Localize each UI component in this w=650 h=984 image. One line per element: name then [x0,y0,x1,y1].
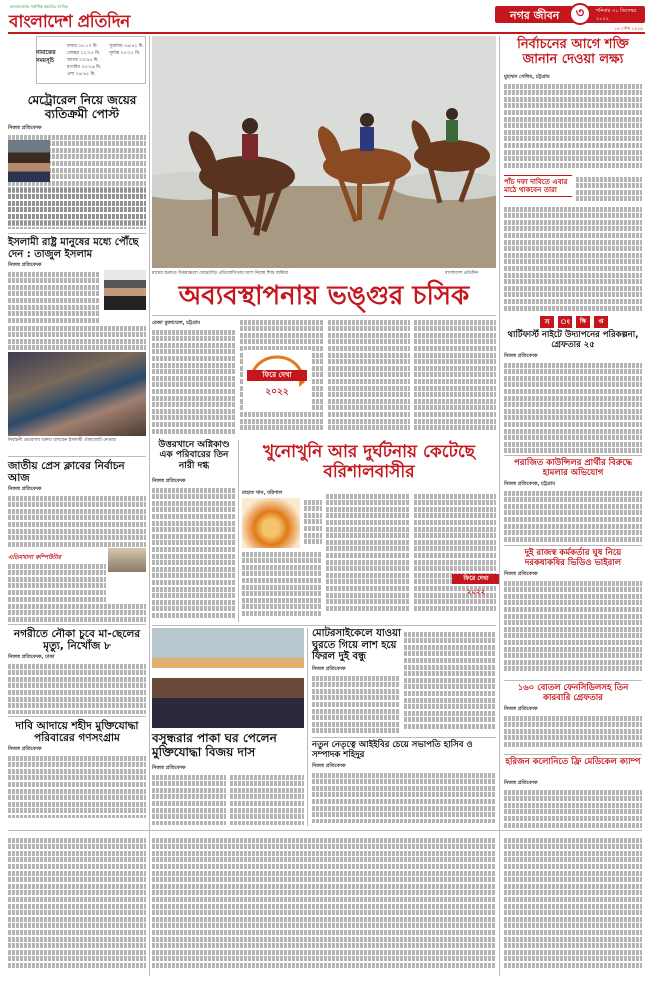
pullquote: পাঁচ দফা দাবিতে এবার মাঠে থাকবেন তারা [504,175,572,197]
lead-body-col4 [414,318,496,438]
bottom-headline: বসুন্ধরার পাকা ঘর পেলেন মুক্তিযোদ্ধা বিজয় দাস [152,731,277,759]
horse-race-illustration [152,36,496,268]
brief5-byline: নিজস্ব প্রতিবেদক [504,780,538,786]
date-line-1: শনিবার ৩১ ডিসেম্বর ২০২২ [596,8,637,22]
bottom-body-col1 [152,773,226,825]
badge-label: ফিরে দেখা [247,370,307,381]
brief5-body [504,788,642,828]
divider [8,233,146,234]
brief1-byline: নিজস্ব প্রতিবেদক [504,353,538,359]
left-story3-body-lower2 [8,602,146,622]
second-byline: রাহাত খান, বরিশাল [242,490,283,496]
divider [8,830,642,831]
left-story2-body-lower [8,324,146,350]
left-story1-body-lower [8,186,146,226]
prayer-row: মাগরিব ০৫:২৬ মি. [67,65,102,70]
left-story5-body [8,754,146,818]
left-story5-byline: নিজস্ব প্রতিবেদক [8,746,42,752]
lead-byline: রেজা মুজাম্মেল, চট্টগ্রাম [152,320,201,326]
masthead-rule [8,32,645,34]
mid-body-col2 [404,630,496,734]
brief2-body [504,489,642,543]
sunset: সূর্যাস্ত ০৫:২২ মি. [109,51,141,56]
divider [307,628,308,826]
badge-label: ফিরে দেখা [452,574,500,584]
footer-body-center [152,836,496,976]
left-story1-byline: নিজস্ব প্রতিবেদক [8,125,42,131]
badge-year: ২০২২ [265,387,289,397]
left-story2-body [8,270,100,324]
brief3-headline: দুই রাজস্ব কর্মকর্তার ঘুষ নিয়ে দরকষাকষির ভিডিও ভাইরাল [524,548,622,568]
small-body [312,771,496,823]
second-body-col2 [326,492,410,622]
left-story5-headline: দাবি আদায়ে শহীদ মুক্তিযোদ্ধা পরিবারের গণসংগ্রাম [15,720,139,745]
brief4-byline: নিজস্ব প্রতিবেদক [504,706,538,712]
brief2-headline: পরাজিত কাউন্সিলর প্রার্থীর বিরুদ্ধে হামলার অভিযোগ [513,458,633,478]
second-illustration [242,498,300,548]
section-tag [540,316,610,328]
divider [504,545,642,546]
lead-photo [152,36,496,268]
left-story4-body [8,662,146,714]
section-tag-letter: ং [558,316,572,328]
left-ad-image [108,548,146,572]
left-ad-label: এতিমখানা কম্পিউটার [8,554,62,561]
retrospective-badge-2 [452,568,500,608]
prayer-label: নামাজের সময়সূচি [36,50,56,64]
lead-body-col3 [328,318,410,438]
left-story2-headline: ইসলামী রাষ্ট্র মানুষের মধ্যে পৌঁছে দেন : তাজুল ইসলাম [8,237,139,260]
retrospective-badge [243,350,311,410]
brief2-byline: নিজস্ব প্রতিবেদক, চট্টগ্রাম [504,481,555,487]
sub-headline: উত্তরখানে অগ্নিকাণ্ড এক পরিবারের তিন নারী দগ্ধ [158,440,230,471]
left-story1-portrait [8,140,50,182]
masthead-logo: বাংলাদেশ প্রতিদিন [9,12,130,32]
masthead-tagline: বাংলাদেশের সর্বাধিক প্রচারিত দৈনিক [10,4,68,9]
brief1-body [504,361,642,453]
brief4-body [504,714,642,752]
page-number: ৩ [569,3,591,25]
brief3-body [504,579,642,677]
divider [152,315,496,316]
brief1-headline: থার্টিফার্স্ট নাইটে উদ্যাপনের পরিকল্পনা, গ্রেফতার ২৫ [507,330,639,350]
mid-byline: নিজস্ব প্রতিবেদক [312,666,346,672]
prayer-row: ফজর ০৫:১০ মি. [67,44,99,49]
right-story1-body-a [504,82,642,172]
section-tag-letter: প্ত [594,316,608,328]
brief5-headline: হরিজন কলোনিতে ফ্রি মেডিকেল ক্যাম্প [505,757,641,767]
left-story3-body [8,494,146,548]
right-story1-body-c [504,205,642,313]
divider [8,624,146,625]
left-story1-headline: মেট্রোরেল নিয়ে জয়ের ব্যতিক্রমী পোস্ট [27,93,137,121]
divider [238,440,239,622]
divider [504,455,642,456]
right-story1-body-b [576,175,642,203]
prayer-row: জোহর ১২:০৫ মি. [67,51,101,56]
left-story3-byline: নিজস্ব প্রতিবেদক [8,486,42,492]
masthead [0,0,650,34]
brief3-byline: নিজস্ব প্রতিবেদক [504,571,538,577]
small-byline: নিজস্ব প্রতিবেদক [312,763,346,769]
left-story4-headline: নগরীতে নৌকা চুবে মা-ছেলের মৃত্যু, নিখোঁজ ৮ [13,628,141,653]
column-divider [499,36,500,976]
mid-headline: মোটরসাইকেলে যাওয়া ঘুরতে গিয়ে লাশ হয়ে ফিরল দুই বন্ধু [312,628,401,662]
prayer-box [36,36,146,84]
bottom-body-col2 [230,773,304,825]
left-story2-photo [8,352,146,436]
second-body-col1-top [304,498,322,548]
lead-body-col1 [152,328,236,438]
bottom-byline: নিজস্ব প্রতিবেদক [152,765,186,771]
footer-body-left [8,836,146,976]
right-story1-byline: মুহাম্মদ সেলিম, চট্টগ্রাম [504,74,550,80]
date-line-2: ১৬ পৌষ ১৪২৯ [614,27,644,32]
footer-body-right [504,836,642,976]
prayer-row: এশা ০৬:৪৫ মি. [67,72,96,77]
sub-byline: নিজস্ব প্রতিবেদক [152,478,186,484]
divider [312,737,496,738]
left-story4-byline: নিজস্ব প্রতিবেদক, ঢাকা [8,654,55,660]
left-story2-caption: নির্বাচনী প্রচারণায় বক্তব্য রাখছেন ইসলামী ঐক্যজোট নেতারা [8,438,117,443]
lead-photo-caption: মাঘের শুরুতে উত্তরাঞ্চলে ঘোড়দৌড় প্রতিযোগিতায় অংশ নিচ্ছে শিশু জকিরা [152,271,289,276]
divider [8,456,146,457]
left-story3-headline: জাতীয় প্রেস ক্লাবের নির্বাচন আজ [8,460,125,485]
lead-headline: অব্যবস্থাপনায় ভঙ্গুর চসিক [178,281,470,311]
section-title: নগর জীবন [510,9,560,22]
lead-photo-credit: বাংলাদেশ প্রতিদিন [445,271,479,276]
mid-body-col1 [312,674,400,734]
prayer-row: আসর ০৩:৪৫ মি. [67,58,99,63]
left-story3-body-lower [8,562,106,602]
sub-body [152,486,236,624]
brief4-headline: ১৬০ বোতল ফেনসিডিলসহ তিন কারবারি গ্রেফতার [517,683,629,703]
column-divider [149,36,150,976]
divider [152,625,496,626]
badge-year: ২০২২ [466,588,486,596]
divider [504,754,642,755]
left-story2-portrait [104,270,146,310]
bottom-story-photo [152,628,304,728]
sunrise: সূর্যোদয় ০৬:৪২ মি. [109,44,144,49]
left-story2-byline: নিজস্ব প্রতিবেদক [8,262,42,268]
divider [8,716,146,717]
section-tag-letter: ক্ষি [576,316,590,328]
section-tag-letter: স [540,316,554,328]
right-story1-headline: নির্বাচনের আগে শক্তি জানান দেওয়া লক্ষ্য [517,37,629,67]
second-headline: খুনোখুনি আর দুর্ঘটনায় কেটেছে বরিশালবাসীর [263,442,475,482]
second-body-col1 [242,550,322,622]
small-headline: নতুন নেতৃত্বে আইইবির চেয়ে সভাপতি হাসিব ও সম্পাদক শহিদুর [312,740,473,760]
divider [504,680,642,681]
